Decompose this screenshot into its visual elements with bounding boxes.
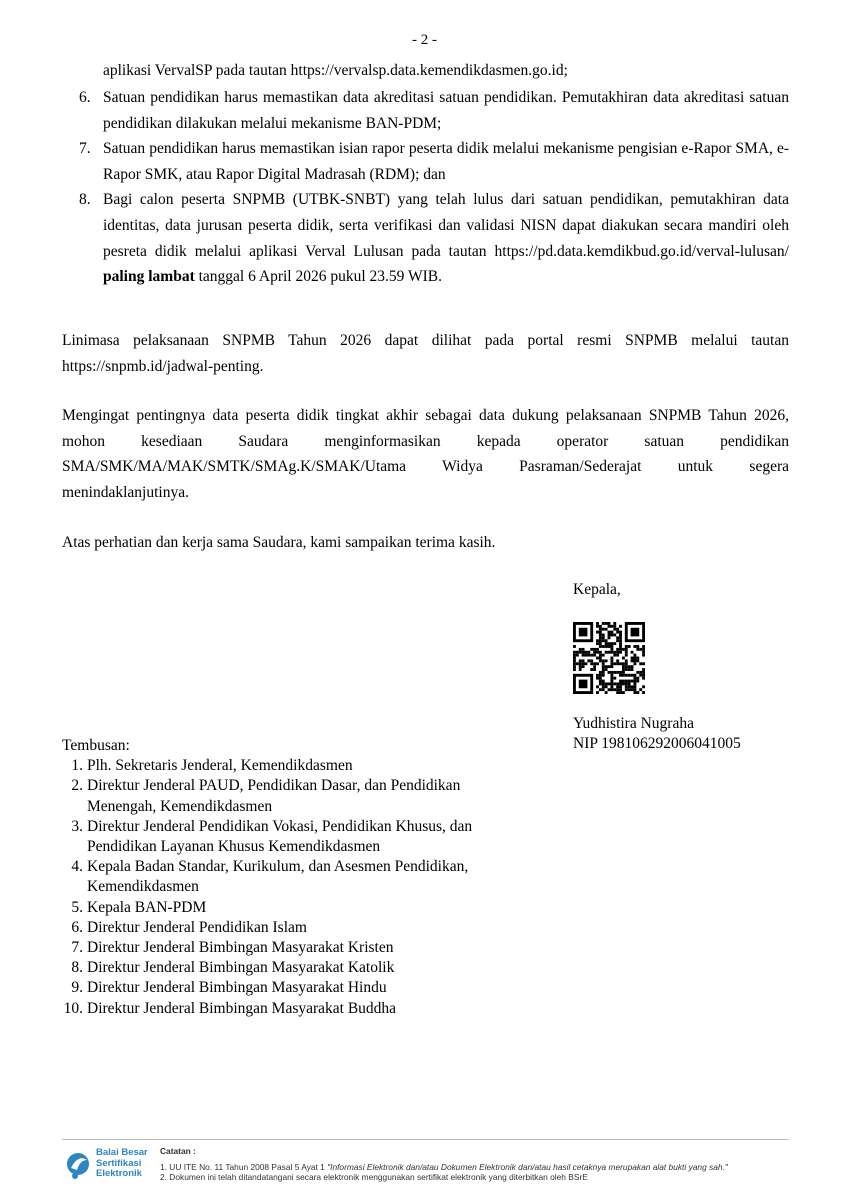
- logo-line: Sertifikasi: [96, 1157, 142, 1169]
- tembusan-number: 9.: [71, 979, 83, 997]
- page-number: - 2 -: [412, 32, 437, 48]
- tembusan-text: Direktur Jenderal Bimbingan Masyarakat Buddha: [87, 999, 397, 1017]
- tembusan-item: [62, 776, 532, 816]
- tembusan-item: [62, 898, 532, 918]
- signature-name: Yudhistira Nugraha: [573, 715, 694, 732]
- deadline-emphasis: paling lambat: [103, 268, 195, 286]
- tembusan-number: 1.: [71, 757, 83, 775]
- tembusan-item: [62, 999, 532, 1019]
- instruction-list: [62, 85, 789, 290]
- tembusan-number: 7.: [71, 939, 83, 957]
- list-item-number: 6.: [79, 89, 91, 106]
- tembusan-text: Direktur Jenderal Bimbingan Masyarakat Katolik: [87, 959, 395, 977]
- tembusan-item: [62, 857, 532, 897]
- signature-title: Kepala,: [573, 581, 621, 598]
- list-continuation-text: aplikasi VervalSP pada tautan https://vervalsp.data.kemendikdasmen.go.id;: [103, 62, 568, 79]
- tembusan-number: 10.: [63, 999, 83, 1017]
- footer-note-2: 2. Dokumen ini telah ditandatangani secara elektronik menggunakan sertifikat elektronik yang diterbitkan oleh BSrE: [160, 1172, 588, 1183]
- note1-quote: "Informasi Elektronik dan/atau Dokumen Elektronik dan/atau hasil cetaknya merupakan alat bukti yang sah.": [327, 1161, 728, 1172]
- tembusan-item: [62, 817, 532, 857]
- list-item-text: Satuan pendidikan harus memastikan isian rapor peserta didik melalui mekanisme pengisian e-Rapor SMA, e-Rapor SMK, atau Rapor Digital Madrasah (RDM); dan: [103, 140, 789, 183]
- tembusan-label: Tembusan:: [62, 737, 130, 754]
- tembusan-section: [62, 736, 532, 1019]
- list-item: [62, 187, 789, 289]
- paragraph-linimasa: Linimasa pelaksanaan SNPMB Tahun 2026 dapat dilihat pada portal resmi SNPMB melalui tautan https://snpmb.id/jadwal-penting.: [62, 332, 789, 375]
- tembusan-item: [62, 918, 532, 938]
- tembusan-item: [62, 938, 532, 958]
- list-item: [62, 85, 789, 136]
- list-item-number: 8.: [79, 191, 91, 209]
- signature-nip: NIP 198106292006041005: [573, 735, 741, 752]
- tembusan-text: Plh. Sekretaris Jenderal, Kemendikdasmen: [87, 757, 353, 775]
- tembusan-number: 4.: [71, 858, 83, 876]
- tembusan-text: Kepala BAN-PDM: [87, 898, 207, 916]
- catatan-label: Catatan :: [160, 1146, 196, 1156]
- tembusan-text: Direktur Jenderal Pendidikan Vokasi, Pendidikan Khusus, dan Pendidikan Layanan Khusus Kemendikdasmen: [87, 817, 473, 856]
- footer-divider: [62, 1139, 789, 1140]
- tembusan-number: 2.: [71, 777, 83, 795]
- tembusan-text: Direktur Jenderal Pendidikan Islam: [87, 918, 307, 936]
- tembusan-item: [62, 958, 532, 978]
- tembusan-text: Direktur Jenderal Bimbingan Masyarakat Kristen: [87, 939, 394, 957]
- list-item-text: Satuan pendidikan harus memastikan data akreditasi satuan pendidikan. Pemutakhiran data akreditasi satuan pendidikan dilakukan melalui mekanisme BAN-PDM;: [103, 89, 789, 132]
- footer-notes: [160, 1146, 728, 1183]
- tembusan-item: [62, 978, 532, 998]
- tembusan-number: 5.: [71, 898, 83, 916]
- note1-prefix: 1. UU ITE No. 11 Tahun 2008 Pasal 5 Ayat 1: [160, 1161, 325, 1172]
- list-item-number: 7.: [79, 140, 91, 158]
- tembusan-item: [62, 756, 532, 776]
- tembusan-list: [62, 756, 532, 1019]
- list-continuation: [62, 58, 789, 84]
- tembusan-number: 6.: [71, 918, 83, 936]
- footer-note-1: [160, 1162, 728, 1173]
- logo-line: Balai Besar: [96, 1147, 148, 1158]
- list-item: [62, 136, 789, 187]
- qr-code-signature: [573, 622, 645, 694]
- list-item-text-after: tanggal 6 April 2026 pukul 23.59 WIB.: [198, 268, 443, 286]
- paragraph-penutup: Atas perhatian dan kerja sama Saudara, kami sampaikan terima kasih.: [62, 534, 496, 551]
- bsre-logo-text: [96, 1148, 148, 1180]
- list-item-text-before: Bagi calon peserta SNPMB (UTBK-SNBT) yang telah lulus dari satuan pendidikan, pemutakhiran data identitas, data jurusan peserta didik, serta verifikasi dan validasi NISN dapat diakukan secara mandiri oleh pesreta didik melalui aplikasi Verval Lulusan pada tautan https://pd.data.kemdikbud.go.id/verval-lulusan/: [103, 191, 789, 260]
- paragraph-mengingat: Mengingat pentingnya data peserta didik tingkat akhir sebagai data dukung pelaksanaan SNPMB Tahun 2026, mohon kesediaan Saudara menginformasikan kepada operator satuan pendidikan SMA/SMK/MA/MAK/SMTK/SMAg.K/SMAK/Utama Widya Pasraman/Sederajat untuk segera menindaklanjutinya.: [62, 407, 789, 501]
- logo-line: Elektronik: [96, 1168, 142, 1179]
- tembusan-number: 3.: [71, 817, 83, 835]
- tembusan-text: Direktur Jenderal PAUD, Pendidikan Dasar, dan Pendidikan Menengah, Kemendikdasmen: [87, 777, 461, 815]
- tembusan-text: Kepala Badan Standar, Kurikulum, dan Asesmen Pendidikan, Kemendikdasmen: [87, 858, 469, 896]
- tembusan-number: 8.: [71, 959, 83, 977]
- tembusan-text: Direktur Jenderal Bimbingan Masyarakat Hindu: [87, 979, 387, 997]
